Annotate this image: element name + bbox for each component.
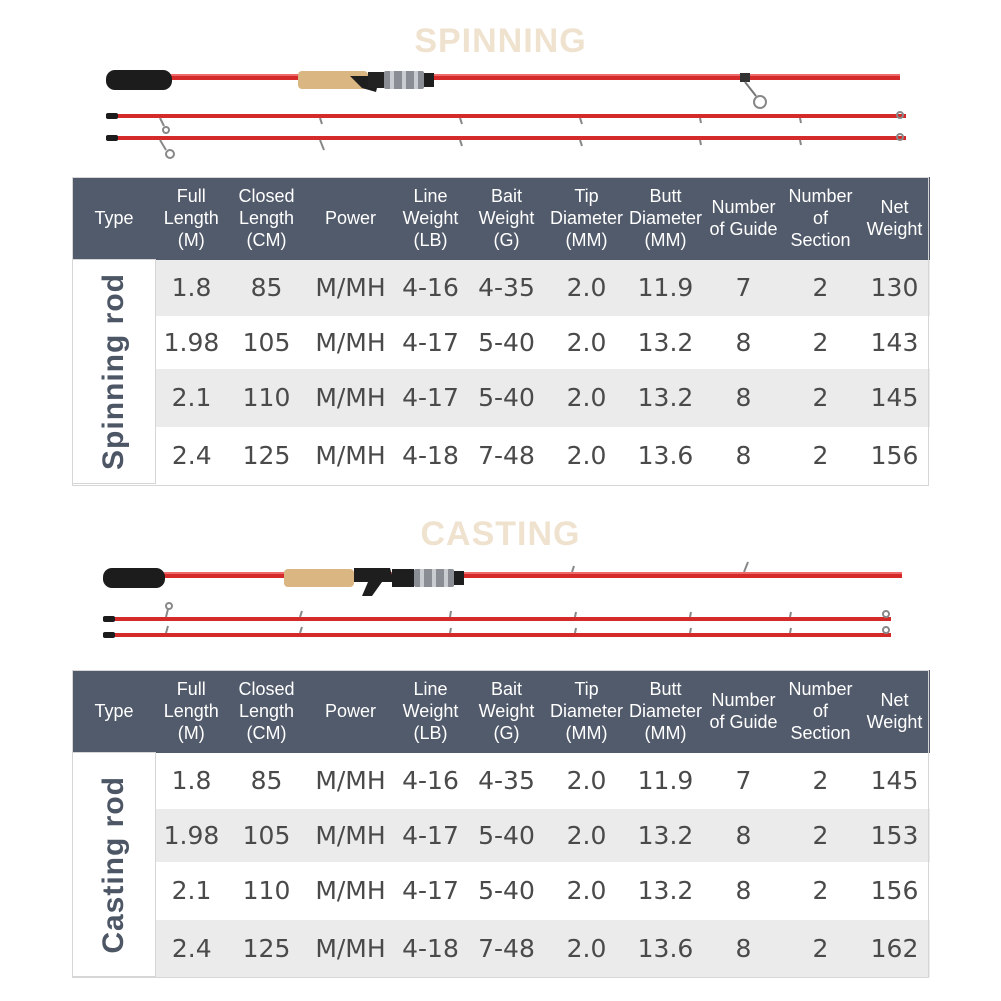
spinning-rod-image	[100, 64, 910, 164]
header-tip-diameter: Tip Diameter (MM)	[548, 670, 626, 753]
cell: 13.2	[626, 369, 706, 427]
cell: 2	[782, 809, 860, 862]
header-full-length: Full Length (M)	[156, 670, 228, 753]
cell: 145	[860, 753, 930, 809]
table-row	[73, 920, 930, 977]
casting-header-row	[73, 670, 930, 753]
table-row	[73, 753, 930, 809]
header-power: Power	[306, 177, 396, 260]
header-type: Type	[73, 670, 156, 753]
header-number-of-section: Number of Section	[782, 670, 860, 753]
cell: 4-17	[396, 316, 466, 369]
header-closed-length: Closed Length (CM)	[228, 670, 306, 753]
cell: 145	[860, 369, 930, 427]
cell: 2.0	[548, 427, 626, 484]
cell: 2.1	[156, 369, 228, 427]
cell: 105	[228, 809, 306, 862]
header-butt-diameter: Butt Diameter (MM)	[626, 177, 706, 260]
table-row	[73, 316, 930, 369]
cell: 13.2	[626, 809, 706, 862]
cell: 8	[706, 316, 782, 369]
header-power: Power	[306, 670, 396, 753]
cell: 143	[860, 316, 930, 369]
cell: 2.0	[548, 260, 626, 316]
cell: 4-17	[396, 369, 466, 427]
cell: 7	[706, 260, 782, 316]
cell: 2	[782, 316, 860, 369]
cell: 156	[860, 862, 930, 920]
cell: 8	[706, 427, 782, 484]
cell: 13.2	[626, 316, 706, 369]
cell: 1.98	[156, 316, 228, 369]
cell: 5-40	[466, 862, 548, 920]
cell: 153	[860, 809, 930, 862]
header-bait-weight: Bait Weight (G)	[466, 670, 548, 753]
spinning-side-label: Spinning rod	[97, 273, 130, 470]
cell: 13.2	[626, 862, 706, 920]
cell: M/MH	[306, 260, 396, 316]
spinning-header-row	[73, 177, 930, 260]
cell: 1.8	[156, 753, 228, 809]
cell: 2.0	[548, 920, 626, 977]
header-number-of-guide: Number of Guide	[706, 177, 782, 260]
cell: 7-48	[466, 427, 548, 484]
cell: 85	[228, 753, 306, 809]
cell: 2.4	[156, 427, 228, 484]
header-net-weight: Net Weight	[860, 670, 930, 753]
casting-side-cell	[73, 753, 156, 977]
casting-title: CASTING	[420, 515, 581, 553]
header-butt-diameter: Butt Diameter (MM)	[626, 670, 706, 753]
cell: 2.0	[548, 369, 626, 427]
cell: M/MH	[306, 920, 396, 977]
cell: 11.9	[626, 260, 706, 316]
cell: 8	[706, 862, 782, 920]
table-row	[73, 260, 930, 316]
cell: 2	[782, 427, 860, 484]
cell: 2.0	[548, 316, 626, 369]
table-row	[73, 862, 930, 920]
spinning-side-cell	[73, 260, 156, 484]
cell: 125	[228, 920, 306, 977]
cell: 125	[228, 427, 306, 484]
cell: 1.8	[156, 260, 228, 316]
cell: 5-40	[466, 316, 548, 369]
cell: 2	[782, 862, 860, 920]
casting-side-label: Casting rod	[97, 775, 130, 954]
cell: 110	[228, 369, 306, 427]
casting-spec-table	[72, 670, 930, 977]
cell: 4-17	[396, 809, 466, 862]
cell: 8	[706, 809, 782, 862]
cell: 2.0	[548, 862, 626, 920]
cell: 5-40	[466, 369, 548, 427]
header-number-of-section: Number of Section	[782, 177, 860, 260]
cell: 4-16	[396, 260, 466, 316]
cell: 8	[706, 369, 782, 427]
cell: 130	[860, 260, 930, 316]
cell: 4-18	[396, 427, 466, 484]
cell: 4-18	[396, 920, 466, 977]
header-line-weight: Line Weight (LB)	[396, 177, 466, 260]
header-bait-weight: Bait Weight (G)	[466, 177, 548, 260]
header-line-weight: Line Weight (LB)	[396, 670, 466, 753]
table-row	[73, 809, 930, 862]
casting-rod-image	[100, 560, 910, 650]
cell: 4-17	[396, 862, 466, 920]
cell: 2	[782, 369, 860, 427]
cell: 2	[782, 753, 860, 809]
cell: 8	[706, 920, 782, 977]
cell: 2.0	[548, 753, 626, 809]
cell: 7-48	[466, 920, 548, 977]
cell: 2.1	[156, 862, 228, 920]
header-closed-length: Closed Length (CM)	[228, 177, 306, 260]
cell: M/MH	[306, 753, 396, 809]
cell: 13.6	[626, 427, 706, 484]
cell: 7	[706, 753, 782, 809]
cell: M/MH	[306, 862, 396, 920]
table-row	[73, 427, 930, 484]
cell: 162	[860, 920, 930, 977]
cell: 4-35	[466, 753, 548, 809]
cell: 13.6	[626, 920, 706, 977]
cell: 11.9	[626, 753, 706, 809]
spinning-title: SPINNING	[414, 22, 587, 60]
cell: 5-40	[466, 809, 548, 862]
cell: 2.4	[156, 920, 228, 977]
cell: M/MH	[306, 316, 396, 369]
header-net-weight: Net Weight	[860, 177, 930, 260]
cell: 110	[228, 862, 306, 920]
cell: 1.98	[156, 809, 228, 862]
header-tip-diameter: Tip Diameter (MM)	[548, 177, 626, 260]
header-full-length: Full Length (M)	[156, 177, 228, 260]
cell: 2.0	[548, 809, 626, 862]
cell: M/MH	[306, 369, 396, 427]
cell: 4-16	[396, 753, 466, 809]
cell: 156	[860, 427, 930, 484]
cell: M/MH	[306, 427, 396, 484]
cell: 105	[228, 316, 306, 369]
header-type: Type	[73, 177, 156, 260]
header-number-of-guide: Number of Guide	[706, 670, 782, 753]
table-row	[73, 369, 930, 427]
cell: 2	[782, 920, 860, 977]
cell: 85	[228, 260, 306, 316]
cell: 2	[782, 260, 860, 316]
cell: M/MH	[306, 809, 396, 862]
spinning-spec-table	[72, 177, 930, 484]
cell: 4-35	[466, 260, 548, 316]
